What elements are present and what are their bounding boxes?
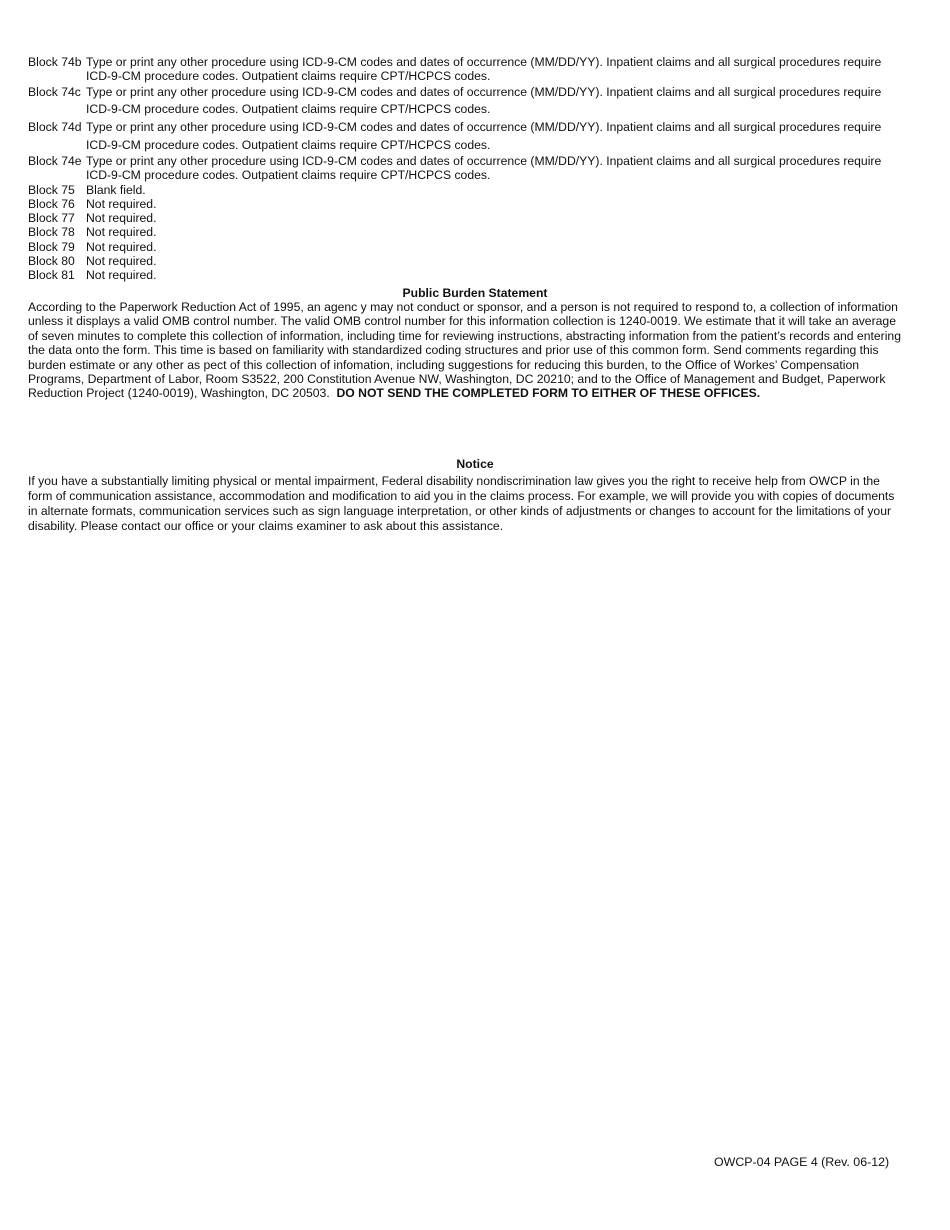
block-instructions-line1: Type or print any other procedure using ICD-9-CM codes and dates of occurrence (MM/DD/YY). Inpatient claims and all surgical procedures require xyxy=(86,55,882,69)
block-text: Not required. xyxy=(86,268,157,282)
form-footer-id: OWCP-04 PAGE 4 (Rev. 06-12) xyxy=(714,1155,890,1169)
block-text: Not required. xyxy=(86,197,157,211)
block-label: Block 80 xyxy=(28,254,75,268)
block-instructions-line1: Type or print any other procedure using ICD-9-CM codes and dates of occurrence (MM/DD/YY). Inpatient claims and all surgical procedures require xyxy=(86,154,882,168)
block-label: Block 74c xyxy=(28,85,81,99)
paragraph-line: Programs, Department of Labor, Room S3522, 200 Constitution Avenue NW, Washington, DC 20210; and to the Office of Management and Budget, Paperwork xyxy=(28,372,886,387)
do-not-send-warning: DO NOT SEND THE COMPLETED FORM TO EITHER OF THESE OFFICES. xyxy=(336,386,761,401)
paragraph-line: of seven minutes to complete this collection of information, including time for reviewing instructions, abstracting information from the patient’s records and entering xyxy=(28,328,901,343)
block-text: Blank field. xyxy=(86,183,146,197)
block-instructions-line2: ICD-9-CM procedure codes. Outpatient claims require CPT/HCPCS codes. xyxy=(86,168,491,183)
paragraph-line: in alternate formats, communication services such as sign language interpretation, or other kinds of adjustments or changes to account for the limitations of your xyxy=(28,504,892,518)
block-text: Not required. xyxy=(86,225,157,239)
public-burden-paragraph xyxy=(28,300,928,401)
block-instructions-line1: Type or print any other procedure using ICD-9-CM codes and dates of occurrence (MM/DD/YY). Inpatient claims and all surgical procedures require xyxy=(86,85,882,99)
block-text: Not required. xyxy=(86,240,157,254)
notice-paragraph xyxy=(28,474,928,533)
paragraph-line-last xyxy=(28,386,928,400)
notice-title: Notice xyxy=(456,457,494,471)
block-label: Block 79 xyxy=(28,240,75,254)
block-instructions xyxy=(86,55,881,84)
block-instructions-line1: Type or print any other procedure using ICD-9-CM codes and dates of occurrence (MM/DD/YY). Inpatient claims and all surgical procedures require xyxy=(86,120,882,134)
block-instructions xyxy=(86,85,881,117)
block-instructions-line2: ICD-9-CM procedure codes. Outpatient claims require CPT/HCPCS codes. xyxy=(86,138,491,153)
block-label: Block 74e xyxy=(28,154,82,168)
block-label: Block 81 xyxy=(28,268,75,282)
block-text: Not required. xyxy=(86,254,157,268)
block-label: Block 77 xyxy=(28,211,75,225)
paragraph-line: burden estimate or any other as pect of this collection of infomation, including suggestions for reducing this burden, to the Office of Workes’ Compensation xyxy=(28,357,860,372)
block-label: Block 78 xyxy=(28,225,75,239)
paragraph-line: the data onto the form. This time is based on familiarity with standardized coding structures and prior use of this common form. Send comments regarding this xyxy=(28,343,879,358)
public-burden-title: Public Burden Statement xyxy=(402,286,548,300)
paragraph-line: If you have a substantially limiting physical or mental impairment, Federal disability nondiscrimination law gives you the right to receive help from OWCP in the xyxy=(28,474,880,488)
block-label: Block 74b xyxy=(28,55,82,69)
block-instructions-line2: ICD-9-CM procedure codes. Outpatient claims require CPT/HCPCS codes. xyxy=(86,102,491,117)
block-text: Not required. xyxy=(86,211,157,225)
reduction-project-text: Reduction Project (1240-0019), Washington, DC 20503. xyxy=(28,386,337,401)
block-label: Block 74d xyxy=(28,120,82,134)
block-instructions xyxy=(86,120,881,153)
block-instructions xyxy=(86,154,881,183)
block-label: Block 75 xyxy=(28,183,75,197)
paragraph-line: disability. Please contact our office or your claims examiner to ask about this assistance. xyxy=(28,519,504,533)
block-label: Block 76 xyxy=(28,197,75,211)
paragraph-line: According to the Paperwork Reduction Act of 1995, an agenc y may not conduct or sponsor, and a person is not required to respond to, a collection of information xyxy=(28,300,898,314)
paragraph-line: unless it displays a valid OMB control number. The valid OMB control number for this information collection is 1240-0019. We estimate that it will take an average xyxy=(28,314,896,329)
paragraph-line: form of communication assistance, accommodation and modification to aid you in the claims process. For example, we will provide you with copies of documents xyxy=(28,489,895,503)
block-instructions-line2: ICD-9-CM procedure codes. Outpatient claims require CPT/HCPCS codes. xyxy=(86,69,491,84)
